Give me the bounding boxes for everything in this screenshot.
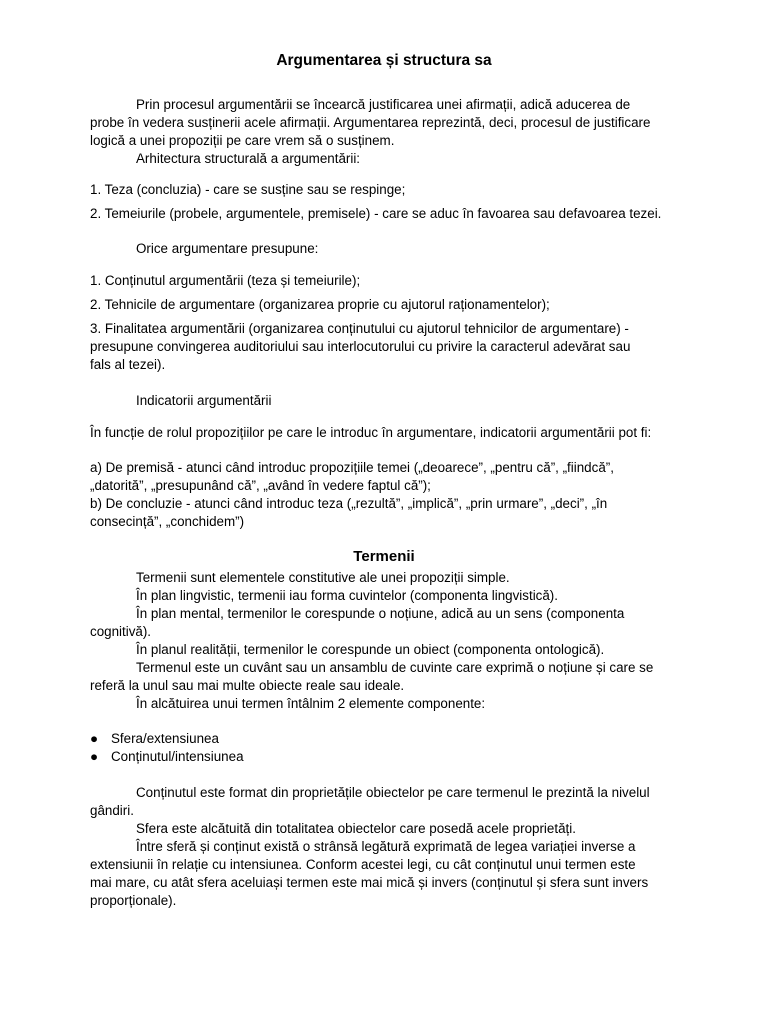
closing-line: gândiri. <box>90 803 134 818</box>
indicators-line: consecință”, „conchidem”) <box>90 514 245 529</box>
intro-line: Prin procesul argumentării se încearcă justificarea unei afirmații, adică aducerea de <box>136 97 631 112</box>
closing-line: proporționale). <box>90 893 177 908</box>
closing-line: Între sferă și conținut există o strânsă legătură exprimată de legea variației inverse a <box>136 839 636 854</box>
presupune-item: 3. Finalitatea argumentării (organizarea conținutului cu ajutorul tehnicilor de argumentare) - <box>90 321 629 336</box>
indicators-line: „datorită”, „presupunând că”, „având în vedere faptul că”); <box>90 478 431 493</box>
indicators-line: b) De concluzie - atunci când introduc teza („rezultă”, „implică”, „prin urmare”, „deci”, „în <box>90 496 608 511</box>
termenii-line: În plan lingvistic, termenii iau forma cuvintelor (componenta lingvistică). <box>136 588 558 603</box>
closing-line: Conținutul este format din proprietățile obiectelor pe care termenul le prezintă la nivelul <box>136 785 650 800</box>
indicators-heading: Indicatorii argumentării <box>136 393 272 408</box>
page-title: Argumentarea și structura sa <box>276 52 492 69</box>
architecture-heading: Arhitectura structurală a argumentării: <box>136 151 361 166</box>
termenii-line: În alcătuirea unui termen întâlnim 2 elemente componente: <box>136 696 486 711</box>
closing-line: mai mare, cu atât sfera aceluiași termen este mai mică și invers (conținutul și sfera sunt invers <box>90 875 649 890</box>
indicators-line: a) De premisă - atunci când introduc propozițiile temei („deoarece”, „pentru că”, „fiindcă”, <box>90 460 614 475</box>
section-heading-termenii: Termenii <box>353 548 415 565</box>
architecture-item: 1. Teza (concluzia) - care se susține sau se respinge; <box>90 182 406 197</box>
list-item-label: Sfera/extensiunea <box>111 731 219 746</box>
bullet-icon: ● <box>90 731 99 746</box>
closing-line: Sfera este alcătuită din totalitatea obiectelor care posedă acele proprietăți. <box>136 821 576 836</box>
architecture-item: 2. Temeiurile (probele, argumentele, premisele) - care se aduc în favoarea sau defavoarea tezei. <box>90 206 662 221</box>
termenii-line: În planul realității, termenilor le corespunde un obiect (componenta ontologică). <box>136 642 605 657</box>
presupune-item: fals al tezei). <box>90 357 166 372</box>
presupune-item: 1. Conținutul argumentării (teza și temeiurile); <box>90 273 361 288</box>
closing-line: extensiunii în relație cu intensiunea. Conform acestei legi, cu cât conținutul unui termen este <box>90 857 636 872</box>
presupune-item: 2. Tehnicile de argumentare (organizarea proprie cu ajutorul raționamentelor); <box>90 297 550 312</box>
termenii-line: În plan mental, termenilor le corespunde o noțiune, adică au un sens (componenta <box>136 606 625 621</box>
termenii-line: Termenul este un cuvânt sau un ansamblu de cuvinte care exprimă o noțiune și care se <box>136 660 654 675</box>
intro-line: logică a unei propoziții pe care vrem să o susținem. <box>90 133 395 148</box>
bullet-icon: ● <box>90 749 99 764</box>
presupune-heading: Orice argumentare presupune: <box>136 241 319 256</box>
termenii-line: referă la unul sau mai multe obiecte reale sau ideale. <box>90 678 405 693</box>
intro-line: probe în vedera susținerii acele afirmații. Argumentarea reprezintă, deci, procesul de justificare <box>90 115 651 130</box>
termenii-line: Termenii sunt elementele constitutive ale unei propoziții simple. <box>136 570 510 585</box>
termenii-line: cognitivă). <box>90 624 152 639</box>
presupune-item: presupune convingerea auditoriului sau interlocutorului cu privire la caracterul adevărat sau <box>90 339 631 354</box>
list-item-label: Conținutul/intensiunea <box>111 749 244 764</box>
indicators-intro: În funcție de rolul propozițiilor pe care le introduc în argumentare, indicatorii argumentării pot fi: <box>90 425 652 440</box>
